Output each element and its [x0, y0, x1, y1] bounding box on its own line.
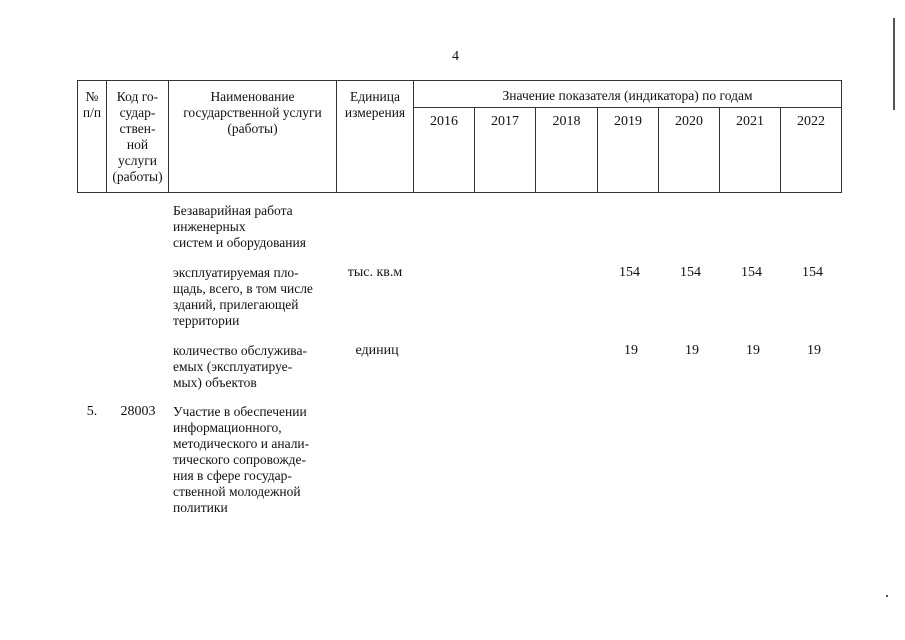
row-name: Безаварийная работа инженерных систем и оборудования [173, 203, 306, 250]
row-name: Участие в обеспечении информационного, методического и анали- тического сопровожде- ния в сфере государ- ственной молодежной политики [173, 404, 310, 515]
row-value: 19 [807, 343, 821, 358]
row-value: 154 [680, 265, 701, 280]
header-year: 2017 [491, 114, 519, 129]
header-year: 2022 [797, 114, 825, 129]
row-unit: тыс. кв.м [347, 265, 403, 280]
header-code: Код го- судар- ствен- ной услуги (работы) [112, 89, 163, 184]
row-value: 154 [619, 265, 640, 280]
row-code: 28003 [120, 404, 156, 419]
header-year: 2018 [552, 114, 581, 129]
scan-margin-mark [893, 18, 895, 110]
header-name: Наименование государственной услуги (работы) [183, 89, 322, 136]
row-value: 154 [802, 265, 823, 280]
page-number: 4 [452, 49, 459, 64]
header-year: 2020 [675, 114, 703, 129]
row-value: 19 [624, 343, 638, 358]
row-value: 154 [741, 265, 762, 280]
scan-dot [886, 595, 888, 597]
header-year: 2021 [736, 114, 764, 129]
row-value: 19 [746, 343, 760, 358]
header-year: 2019 [614, 114, 642, 129]
header-index: № п/п [82, 89, 102, 120]
row-unit: единиц [355, 343, 399, 358]
header-year: 2016 [430, 114, 458, 129]
row-index: 5. [86, 404, 98, 419]
row-name: эксплуатируемая пло- щадь, всего, в том числе зданий, прилегающей территории [173, 265, 313, 328]
row-value: 19 [685, 343, 699, 358]
row-name: количество обслужива- емых (эксплуатируе- мых) объектов [173, 343, 307, 390]
header-values-group: Значение показателя (индикатора) по годам [502, 88, 753, 103]
header-unit: Единица измерения [344, 89, 406, 120]
